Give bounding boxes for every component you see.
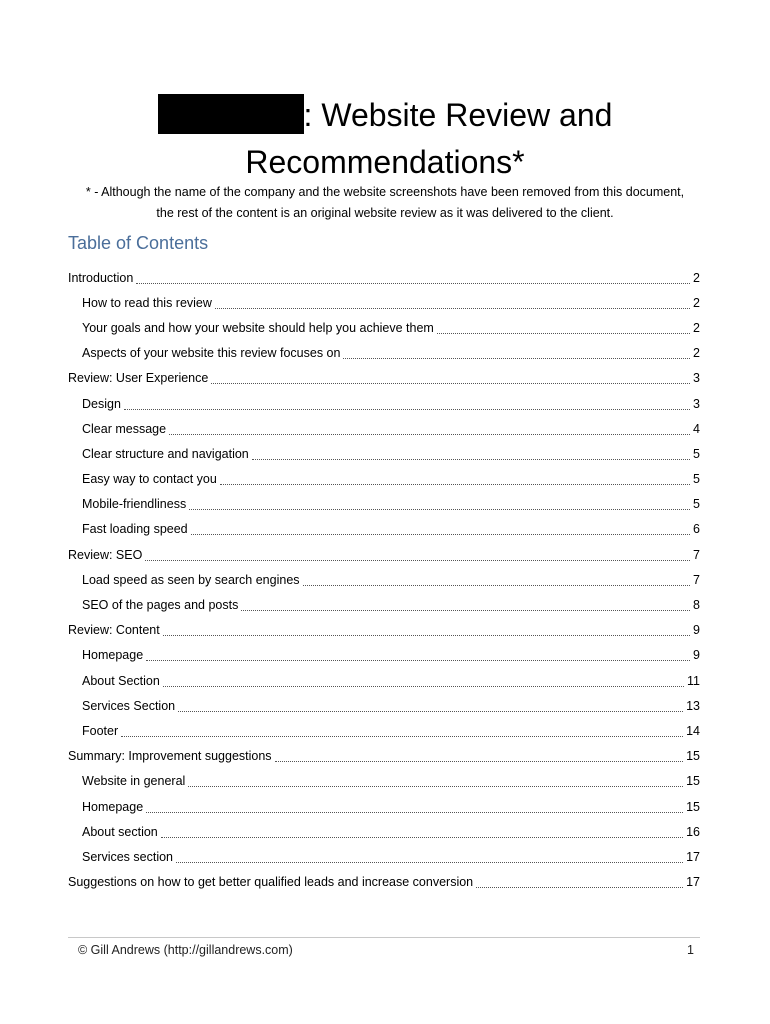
toc-dot-leader <box>437 332 690 334</box>
toc-dot-leader <box>145 559 690 561</box>
footer-divider <box>68 937 700 938</box>
toc-entry-title: SEO of the pages and posts <box>82 598 239 613</box>
title-line-1 <box>0 92 770 139</box>
toc-dot-leader <box>176 861 683 863</box>
toc-dot-leader <box>163 685 684 687</box>
toc-entry-page: 17 <box>686 875 700 890</box>
toc-entry-title: Load speed as seen by search engines <box>82 572 300 587</box>
toc-dot-leader <box>252 458 690 460</box>
toc-entry-title: Website in general <box>82 774 186 789</box>
document-title <box>0 92 770 186</box>
title-text-1: : Website Review and <box>303 97 613 133</box>
toc-entry-title: How to read this review <box>82 295 212 310</box>
toc-entry-title: Homepage <box>82 648 144 663</box>
toc-dot-leader <box>121 735 683 737</box>
toc-dot-leader <box>146 811 683 813</box>
toc-entry-page: 13 <box>686 698 700 713</box>
toc-dot-leader <box>476 886 683 888</box>
toc-entry-title: Your goals and how your website should help you achieve them <box>82 320 434 335</box>
toc-entry-page: 8 <box>693 598 700 613</box>
toc-entry-title: Easy way to contact you <box>82 472 217 487</box>
toc-entry-title: Aspects of your website this review focuses on <box>82 346 341 361</box>
toc-entry-page: 2 <box>693 295 700 310</box>
toc-heading: Table of Contents <box>68 233 209 253</box>
toc-entry[interactable] <box>68 693 700 718</box>
toc-entry[interactable] <box>68 441 700 466</box>
toc-dot-leader <box>161 836 683 838</box>
toc-entry[interactable] <box>68 819 700 844</box>
toc-dot-leader <box>169 433 690 435</box>
toc-entry-page: 6 <box>693 522 700 537</box>
toc-entry-page: 2 <box>693 320 700 335</box>
disclaimer-line-2: the rest of the content is an original website review as it was delivered to the client. <box>156 206 614 220</box>
redacted-company-name <box>158 94 304 134</box>
toc-entry-page: 5 <box>693 446 700 461</box>
toc-entry[interactable] <box>68 290 700 315</box>
toc-dot-leader <box>303 584 691 586</box>
toc-entry[interactable] <box>68 769 700 794</box>
toc-entry-page: 5 <box>693 472 700 487</box>
toc-entry-title: Mobile-friendliness <box>82 497 187 512</box>
toc-entry-page: 15 <box>686 774 700 789</box>
toc-entry-page: 14 <box>686 723 700 738</box>
toc-entry-title: Summary: Improvement suggestions <box>68 749 272 764</box>
toc-entry-title: Homepage <box>82 799 144 814</box>
toc-entry[interactable] <box>68 567 700 592</box>
toc-entry-page: 17 <box>686 849 700 864</box>
toc-entry-page: 2 <box>693 270 700 285</box>
toc-entry-title: Clear structure and navigation <box>82 446 249 461</box>
toc-entry-title: About Section <box>82 673 160 688</box>
toc-entry-title: About section <box>82 824 158 839</box>
toc-entry[interactable] <box>68 844 700 869</box>
toc-entry-page: 3 <box>693 396 700 411</box>
toc-entry[interactable] <box>68 315 700 340</box>
table-of-contents <box>68 265 700 895</box>
footer-page-number: 1 <box>687 943 694 957</box>
toc-entry[interactable] <box>68 643 700 668</box>
toc-entry[interactable] <box>68 542 700 567</box>
toc-dot-leader <box>188 785 683 787</box>
toc-dot-leader <box>178 710 683 712</box>
toc-entry[interactable] <box>68 366 700 391</box>
toc-entry-title: Suggestions on how to get better qualified leads and increase conversion <box>68 875 474 890</box>
toc-entry-page: 15 <box>686 799 700 814</box>
toc-entry-title: Review: Content <box>68 623 160 638</box>
toc-entry-title: Introduction <box>68 270 134 285</box>
disclaimer-note <box>40 182 730 224</box>
toc-entry-page: 2 <box>693 346 700 361</box>
toc-entry[interactable] <box>68 517 700 542</box>
toc-entry[interactable] <box>68 618 700 643</box>
toc-dot-leader <box>146 659 690 661</box>
toc-entry-page: 9 <box>693 648 700 663</box>
toc-entry-title: Review: SEO <box>68 547 143 562</box>
toc-entry[interactable] <box>68 391 700 416</box>
toc-entry[interactable] <box>68 870 700 895</box>
toc-entry[interactable] <box>68 341 700 366</box>
toc-entry-page: 7 <box>693 572 700 587</box>
toc-dot-leader <box>343 357 690 359</box>
toc-dot-leader <box>220 483 690 485</box>
toc-dot-leader <box>136 282 690 284</box>
toc-dot-leader <box>189 508 690 510</box>
toc-entry[interactable] <box>68 592 700 617</box>
toc-dot-leader <box>275 760 684 762</box>
toc-entry-title: Services Section <box>82 698 176 713</box>
toc-entry-page: 3 <box>693 371 700 386</box>
toc-entry[interactable] <box>68 265 700 290</box>
toc-dot-leader <box>124 408 690 410</box>
toc-entry-page: 5 <box>693 497 700 512</box>
toc-entry-title: Clear message <box>82 421 167 436</box>
toc-dot-leader <box>163 634 690 636</box>
toc-entry-title: Review: User Experience <box>68 371 209 386</box>
toc-dot-leader <box>241 609 690 611</box>
toc-entry-title: Design <box>82 396 121 411</box>
toc-dot-leader <box>215 307 690 309</box>
toc-entry-page: 4 <box>693 421 700 436</box>
toc-entry-page: 16 <box>686 824 700 839</box>
toc-entry-title: Footer <box>82 723 119 738</box>
toc-entry[interactable] <box>68 718 700 743</box>
footer-copyright: © Gill Andrews (http://gillandrews.com) <box>78 943 293 957</box>
toc-entry[interactable] <box>68 668 700 693</box>
toc-entry[interactable] <box>68 492 700 517</box>
toc-entry-title: Fast loading speed <box>82 522 188 537</box>
toc-entry[interactable] <box>68 744 700 769</box>
toc-entry[interactable] <box>68 467 700 492</box>
toc-entry-title: Services section <box>82 849 174 864</box>
toc-entry[interactable] <box>68 794 700 819</box>
toc-entry-page: 7 <box>693 547 700 562</box>
toc-entry-page: 9 <box>693 623 700 638</box>
title-line-2: Recommendations* <box>245 144 525 180</box>
toc-entry-page: 11 <box>687 673 700 688</box>
disclaimer-line-1: * - Although the name of the company and the website screenshots have been removed from this document, <box>85 185 685 199</box>
toc-dot-leader <box>211 382 690 384</box>
toc-entry[interactable] <box>68 416 700 441</box>
toc-entry-page: 15 <box>686 749 700 764</box>
toc-dot-leader <box>191 533 690 535</box>
